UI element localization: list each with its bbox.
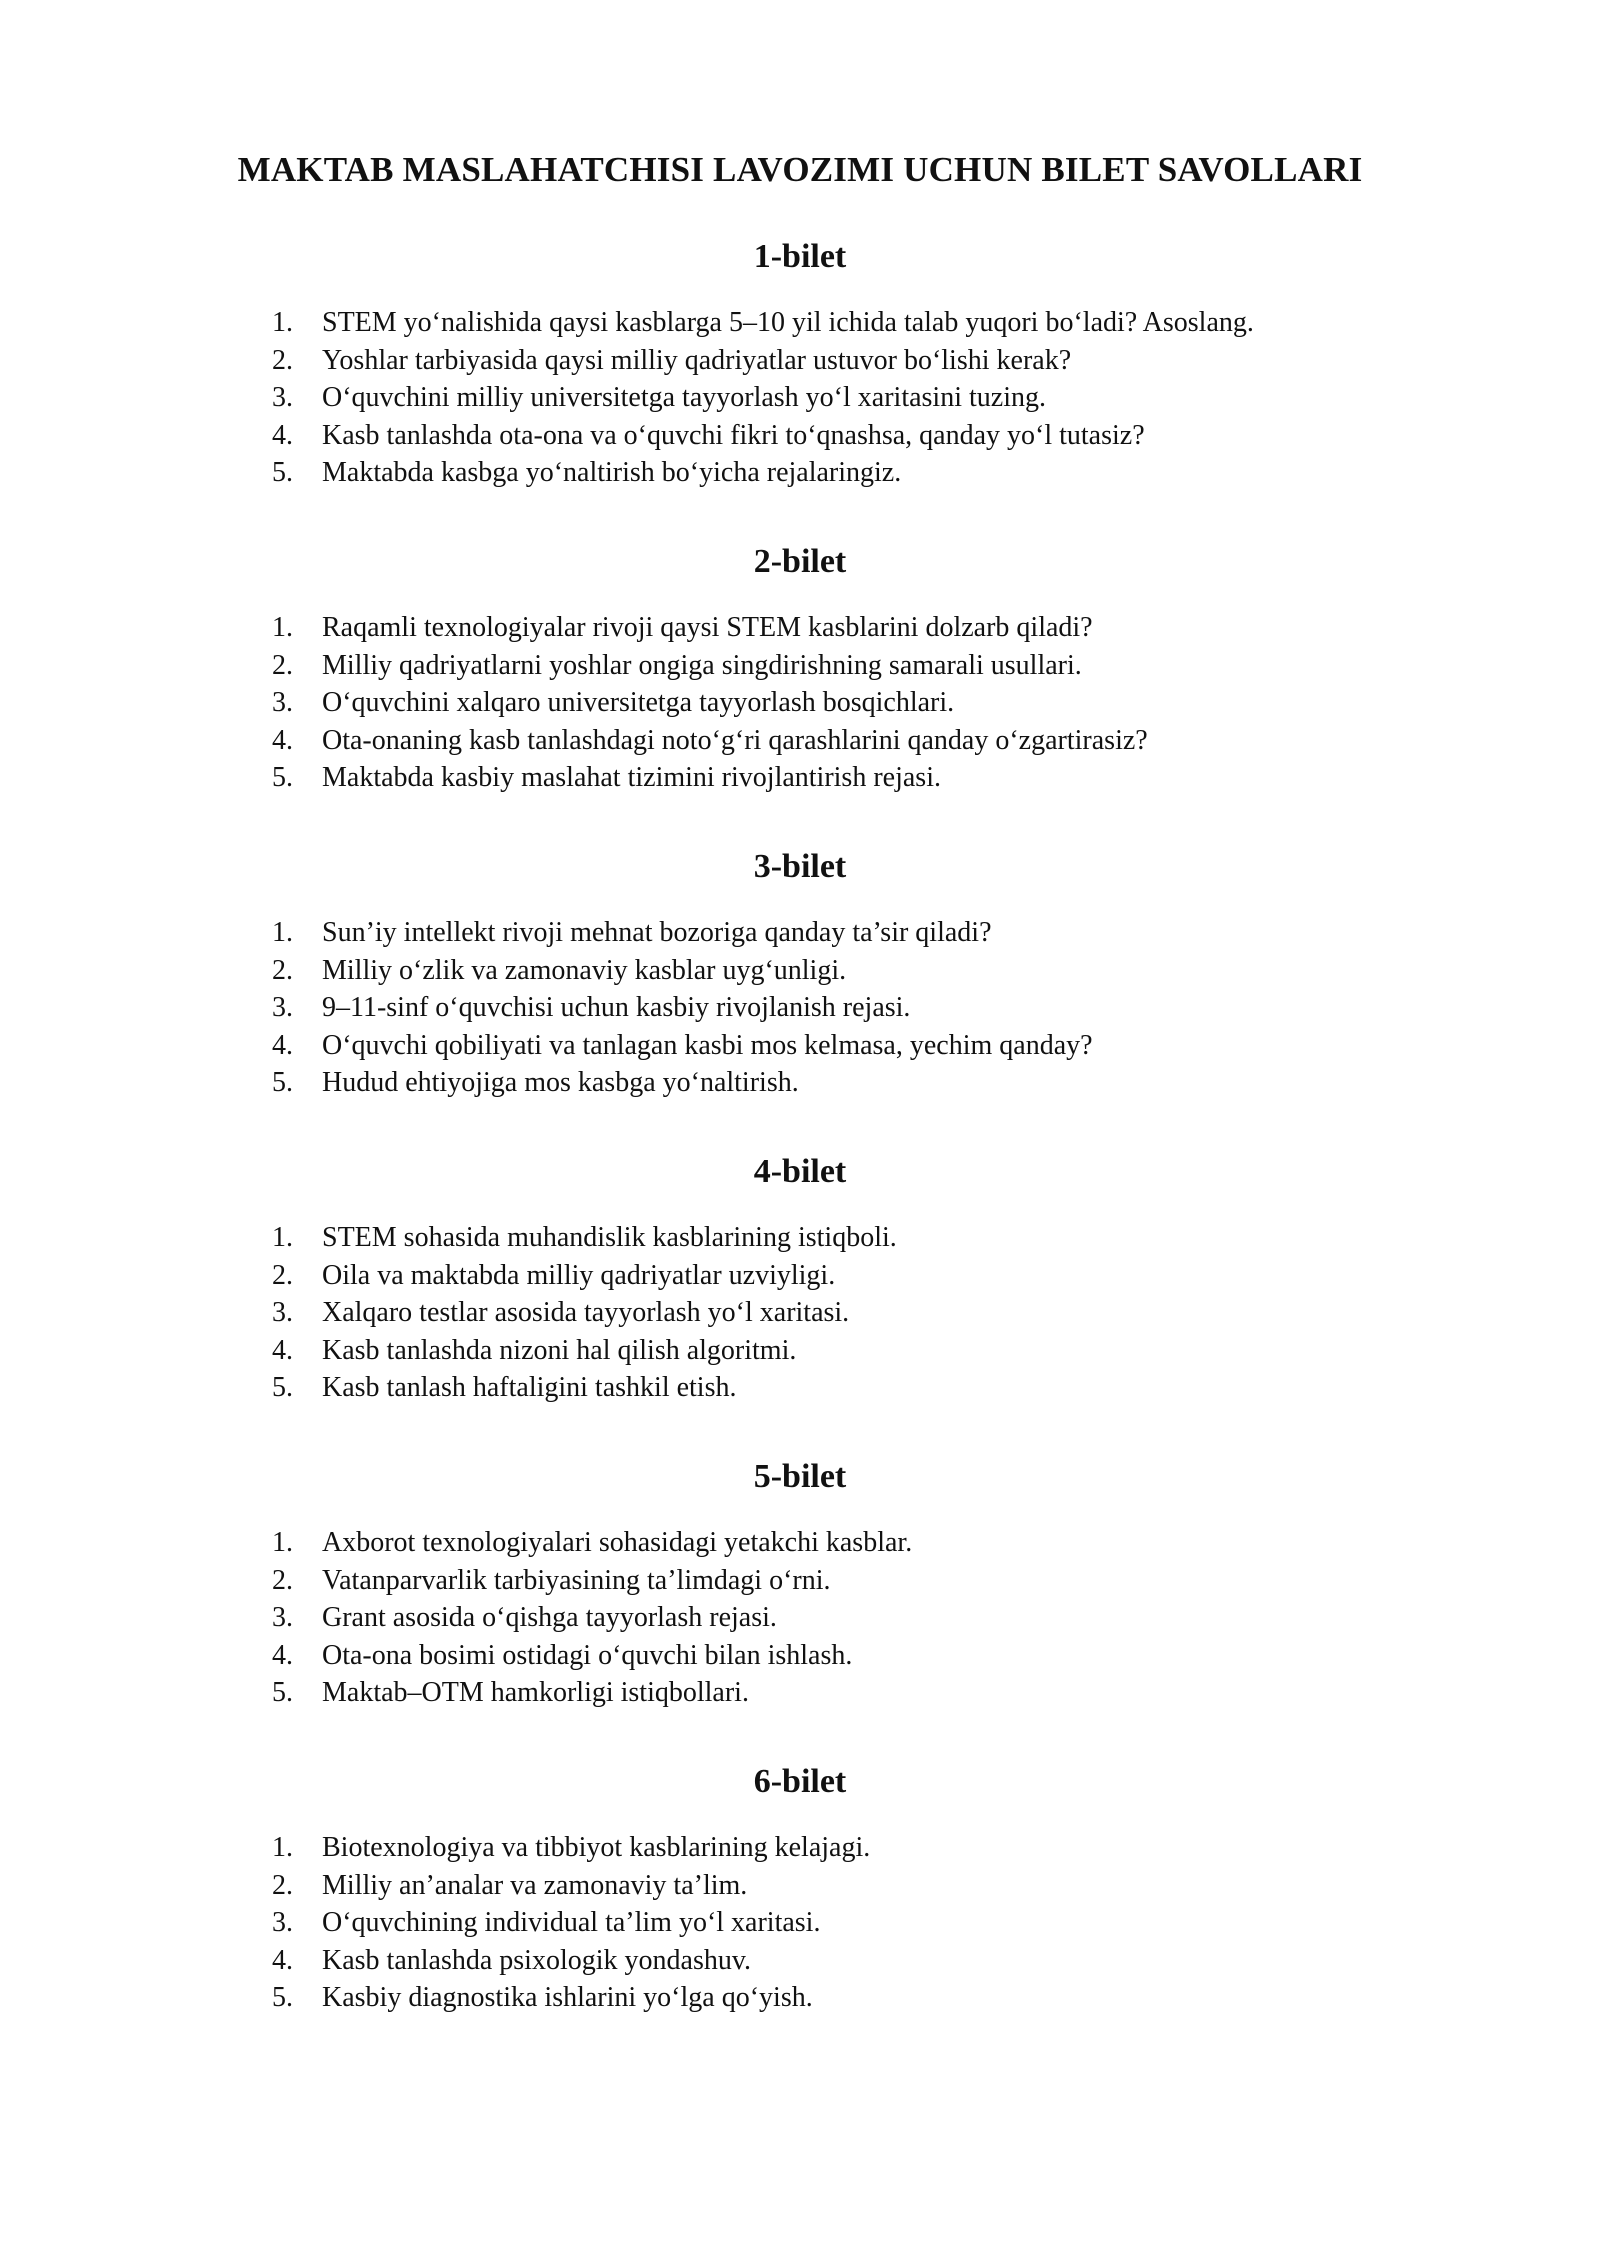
question-item <box>272 379 1254 417</box>
question-number: 1. <box>272 307 293 338</box>
question-list <box>272 1524 912 1712</box>
question-item <box>272 1942 870 1980</box>
question-number: 2. <box>272 1259 293 1291</box>
question-text: O‘quvchini xalqaro universitetga tayyorlash bosqichlari. <box>322 687 955 718</box>
document-title: MAKTAB MASLAHATCHISI LAVOZIMI UCHUN BILET SAVOLLARI <box>237 150 1363 189</box>
question-text: Milliy qadriyatlarni yoshlar ongiga singdirishning samarali usullari. <box>322 649 1082 681</box>
question-item <box>272 1332 897 1370</box>
ticket-2 <box>0 537 1600 793</box>
question-text: Yoshlar tarbiyasida qaysi milliy qadriyatlar ustuvor bo‘lishi kerak? <box>322 344 1072 376</box>
question-number: 1. <box>272 1222 293 1253</box>
question-item <box>272 1562 912 1600</box>
question-text: Maktabda kasbiy maslahat tizimini rivojlantirish rejasi. <box>322 762 941 793</box>
question-item <box>272 1064 1093 1102</box>
question-item <box>272 1867 870 1905</box>
question-list <box>272 609 1148 797</box>
question-item <box>272 1829 870 1867</box>
question-number: 3. <box>272 992 293 1023</box>
question-item <box>272 1369 897 1407</box>
question-text: Biotexnologiya va tibbiyot kasblarining kelajagi. <box>322 1832 871 1863</box>
question-number: 4. <box>272 419 293 451</box>
question-number: 5. <box>272 1677 293 1708</box>
question-text: O‘quvchi qobiliyati va tanlagan kasbi mos kelmasa, yechim qanday? <box>322 1029 1093 1061</box>
question-item <box>272 1904 870 1942</box>
question-item <box>272 989 1093 1027</box>
question-text: Ota-onaning kasb tanlashdagi noto‘g‘ri qarashlarini qanday o‘zgartirasiz? <box>322 724 1148 756</box>
ticket-5 <box>0 1452 1600 1708</box>
question-item <box>272 1599 912 1637</box>
question-item <box>272 647 1148 685</box>
ticket-title: 4-bilet <box>753 1153 847 1190</box>
question-text: O‘quvchining individual ta’lim yo‘l xaritasi. <box>322 1907 821 1938</box>
question-text: Sun’iy intellekt rivoji mehnat bozoriga qanday ta’sir qiladi? <box>322 917 992 948</box>
question-text: Kasb tanlashda psixologik yondashuv. <box>322 1944 752 1976</box>
question-number: 3. <box>272 1907 293 1938</box>
question-number: 3. <box>272 1297 293 1328</box>
question-text: Grant asosida o‘qishga tayyorlash rejasi. <box>322 1602 777 1633</box>
question-text: Kasb tanlashda nizoni hal qilish algoritmi. <box>322 1334 797 1366</box>
question-number: 4. <box>272 1334 293 1366</box>
question-number: 3. <box>272 687 293 718</box>
ticket-4 <box>0 1147 1600 1403</box>
question-number: 5. <box>272 1372 293 1403</box>
question-item <box>272 952 1093 990</box>
question-item <box>272 1524 912 1562</box>
question-text: Hudud ehtiyojiga mos kasbga yo‘naltirish. <box>322 1067 799 1098</box>
question-item <box>272 304 1254 342</box>
question-text: Milliy o‘zlik va zamonaviy kasblar uyg‘unligi. <box>322 954 847 986</box>
question-number: 1. <box>272 612 293 643</box>
question-number: 2. <box>272 344 293 376</box>
ticket-6 <box>0 1757 1600 2013</box>
question-item <box>272 1219 897 1257</box>
question-item <box>272 722 1148 760</box>
question-text: Vatanparvarlik tarbiyasining ta’limdagi o‘rni. <box>322 1564 831 1596</box>
question-text: Xalqaro testlar asosida tayyorlash yo‘l xaritasi. <box>322 1297 850 1328</box>
question-number: 1. <box>272 917 293 948</box>
question-text: Axborot texnologiyalari sohasidagi yetakchi kasblar. <box>322 1527 913 1558</box>
question-number: 3. <box>272 382 293 413</box>
question-text: Oila va maktabda milliy qadriyatlar uzviyligi. <box>322 1259 836 1291</box>
question-item <box>272 1294 897 1332</box>
question-text: Maktab–OTM hamkorligi istiqbollari. <box>322 1677 749 1708</box>
question-text: Maktabda kasbga yo‘naltirish bo‘yicha rejalaringiz. <box>322 457 902 488</box>
question-number: 1. <box>272 1527 293 1558</box>
question-number: 4. <box>272 1944 293 1976</box>
question-number: 2. <box>272 1564 293 1596</box>
question-item <box>272 417 1254 455</box>
question-text: Milliy an’analar va zamonaviy ta’lim. <box>322 1869 748 1901</box>
question-text: O‘quvchini milliy universitetga tayyorlash yo‘l xaritasini tuzing. <box>322 382 1046 413</box>
question-item <box>272 454 1254 492</box>
question-item <box>272 1257 897 1295</box>
question-number: 4. <box>272 724 293 756</box>
question-text: Kasb tanlash haftaligini tashkil etish. <box>322 1372 737 1403</box>
question-number: 2. <box>272 649 293 681</box>
question-item <box>272 759 1148 797</box>
question-text: STEM yo‘nalishida qaysi kasblarga 5–10 yil ichida talab yuqori bo‘ladi? Asoslang. <box>322 307 1254 338</box>
question-number: 5. <box>272 762 293 793</box>
question-text: Kasb tanlashda ota-ona va o‘quvchi fikri to‘qnashsa, qanday yo‘l tutasiz? <box>322 419 1145 451</box>
question-number: 1. <box>272 1832 293 1863</box>
question-number: 4. <box>272 1029 293 1061</box>
question-number: 5. <box>272 457 293 488</box>
question-list <box>272 1219 897 1407</box>
ticket-title: 3-bilet <box>753 848 847 885</box>
question-number: 5. <box>272 1067 293 1098</box>
question-item <box>272 1674 912 1712</box>
question-list <box>272 914 1093 1102</box>
question-list <box>272 1829 870 2017</box>
question-list <box>272 304 1254 492</box>
question-item <box>272 342 1254 380</box>
question-text: 9–11-sinf o‘quvchisi uchun kasbiy rivojlanish rejasi. <box>322 992 911 1023</box>
question-item <box>272 684 1148 722</box>
question-number: 3. <box>272 1602 293 1633</box>
ticket-title: 5-bilet <box>753 1458 847 1495</box>
question-item <box>272 609 1148 647</box>
question-number: 2. <box>272 1869 293 1901</box>
ticket-title: 6-bilet <box>753 1763 847 1800</box>
question-text: STEM sohasida muhandislik kasblarining istiqboli. <box>322 1222 897 1253</box>
question-item <box>272 914 1093 952</box>
question-number: 2. <box>272 954 293 986</box>
question-text: Raqamli texnologiyalar rivoji qaysi STEM kasblarini dolzarb qiladi? <box>322 612 1093 643</box>
question-text: Kasbiy diagnostika ishlarini yo‘lga qo‘yish. <box>322 1982 813 2013</box>
question-item <box>272 1027 1093 1065</box>
question-number: 4. <box>272 1639 293 1671</box>
ticket-title: 1-bilet <box>753 238 847 275</box>
ticket-3 <box>0 842 1600 1098</box>
question-item <box>272 1979 870 2017</box>
question-item <box>272 1637 912 1675</box>
ticket-1 <box>0 232 1600 488</box>
ticket-title: 2-bilet <box>753 543 847 580</box>
question-number: 5. <box>272 1982 293 2013</box>
question-text: Ota-ona bosimi ostidagi o‘quvchi bilan ishlash. <box>322 1639 853 1671</box>
